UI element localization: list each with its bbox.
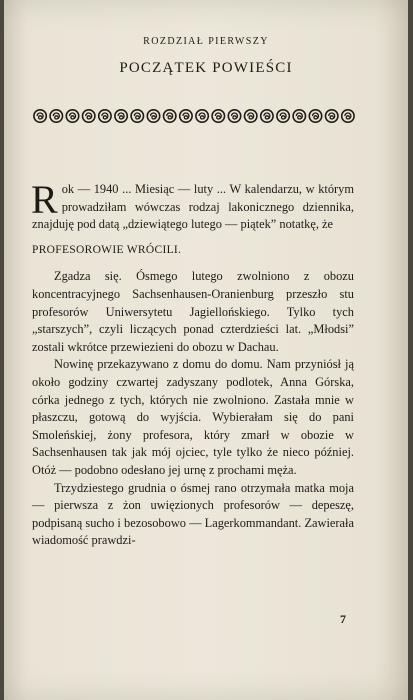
paragraph: Zgadza się. Ósmego lutego zwolniono z obozu koncentracyjnego Sachsenhausen-Oranienburg przeszło stu profesorów Uniwersytetu Jagiellońskiego. Tylko tych „starszych”, czyli liczących ponad czterdzieści lat. „Młodsi” zostali wkrótce przewiezieni do obozu w Dachau. bbox=[32, 269, 354, 354]
ornament-swirl bbox=[293, 110, 305, 122]
body-text bbox=[31, 177, 354, 550]
ornament-swirl bbox=[245, 110, 257, 122]
paragraph: Trzydziestego grudnia o ósmej rano otrzymała matka moja — pierwsza z żon uwięzionych profesorów — depeszę, podpisaną sucho i bezosobowo — Lagerkommandant. Zawierała wiadomość prawdzi- bbox=[32, 480, 354, 548]
ornament-swirl bbox=[34, 110, 46, 122]
ornament-swirl bbox=[228, 110, 240, 122]
book-page bbox=[4, 0, 408, 700]
ornament-swirl bbox=[99, 110, 111, 122]
opening-text: ok — 1940 ... Miesiąc — luty ... W kalendarzu, w którym prowadziłam wówczas rodzaj lakonicznego dziennika, znajduję pod datą „dziewiątego lutego — piątek” notatkę, że bbox=[32, 182, 354, 232]
ornament-border bbox=[32, 104, 356, 128]
ornament-swirl bbox=[131, 110, 143, 122]
ornament-swirl bbox=[212, 110, 224, 122]
ornament-swirl bbox=[83, 110, 95, 122]
ornament-swirl bbox=[342, 110, 354, 122]
ornament-swirl bbox=[164, 110, 176, 122]
ornament-swirl bbox=[115, 110, 127, 122]
page-number: 7 bbox=[340, 612, 346, 626]
ornament-swirl bbox=[50, 110, 62, 122]
ornament-swirl bbox=[196, 110, 208, 122]
ornament-swirl bbox=[261, 110, 273, 122]
chapter-label: ROZDZIAŁ PIERWSZY bbox=[143, 36, 269, 47]
ornament-swirl bbox=[66, 110, 78, 122]
ornament-swirl bbox=[180, 110, 192, 122]
paragraph: Nowinę przekazywano z domu do domu. Nam przyniósł ją około godziny czwartej zadyszany podlotek, Anna Górska, córka jednego z tych, których nie zwolniono. Zastała mnie w płaszczu, gotową do wyjścia. Wybierałam się do pani Smoleńskiej, żony profesora, który zmarł w obozie w Sachsenhausen tak jak mój ojciec, tyle tylko że nieco później. Otóż — podobno odesłano jej urnę z prochami męża. bbox=[32, 357, 354, 477]
ornament-swirl bbox=[326, 110, 338, 122]
ornament-swirl bbox=[309, 110, 321, 122]
ornament-swirl bbox=[277, 110, 289, 122]
paragraph-opening bbox=[31, 177, 354, 234]
chapter-title: POCZĄTEK POWIEŚCI bbox=[119, 60, 293, 76]
drop-cap: R bbox=[31, 177, 58, 222]
ornament-swirl bbox=[147, 110, 159, 122]
paragraph-quote-line: PROFESOROWIE WRÓCILI. bbox=[32, 243, 182, 256]
